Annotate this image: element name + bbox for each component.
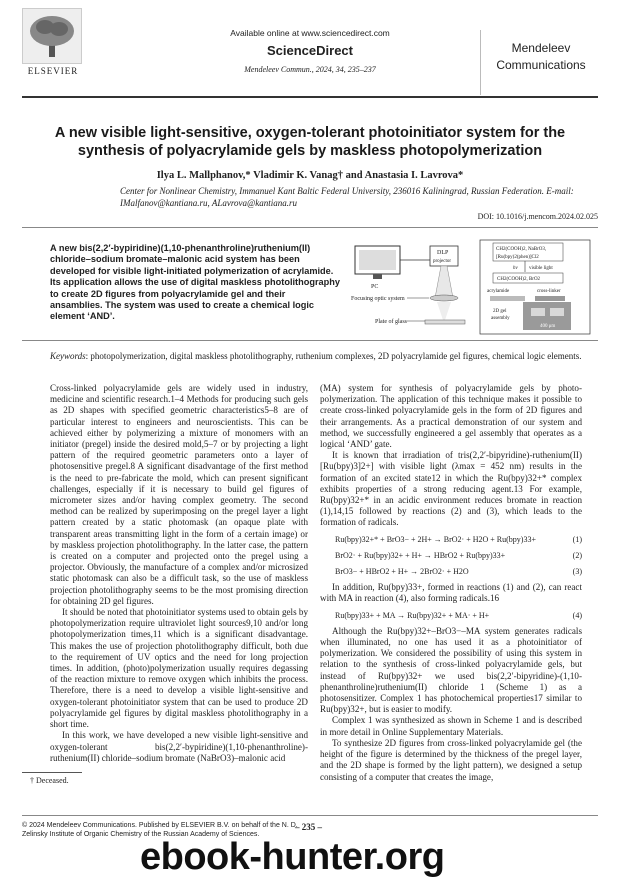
keywords-label: Keywords <box>50 351 86 361</box>
paragraph: In addition, Ru(bpy)33+, formed in reactions (1) and (2), can react with MA in reaction (4), also forming radicals.16 <box>320 582 582 604</box>
scale-label: 400 μm <box>540 324 556 329</box>
available-online: Available online at www.sciencedirect.com <box>230 28 390 38</box>
journal-name-line1: Mendeleev <box>511 41 571 55</box>
reagents-line1: CH2(COOH)2, NaBrO3, <box>496 247 547 252</box>
body-left-column <box>50 383 308 764</box>
publisher-name: ELSEVIER <box>27 66 79 76</box>
divider <box>22 340 598 341</box>
dlp-label: DLP <box>437 250 449 256</box>
paragraph: It is known that irradiation of tris(2,2′-bipyridine)-ruthenium(II) [Ru(bpy)3]2+] with visible light (λmax = 452 nm) results in the formation of an excited state12 in which the Ru(bpy)32+* complex exhibits properties of a strong reducing agent.13 For example, Ru(bpy)32+* in an acidic environment reduces bromate in reaction (1),14,15 followed by reactions (2) and (3), which leads to the formation of radicals. <box>320 450 582 528</box>
body-right-column <box>320 383 582 783</box>
gel-label-line1: 2D gel <box>493 309 507 314</box>
footnote-rule <box>22 772 82 773</box>
divider <box>22 227 598 228</box>
keywords-list: : photopolymerization, digital maskless photolithography, ruthenium complexes, 2D polyacrylamide gel figures, chemical logic elements. <box>85 351 582 361</box>
doi-link[interactable]: DOI: 10.1016/j.mencom.2024.02.025 <box>477 212 598 221</box>
focusing-label: Focusing optic system <box>351 296 405 302</box>
graphical-abstract-text: A new bis(2,2′-bypiridine)(1,10-phenanthroline)ruthenium(II) chloride–sodium bromate–malonic acid system has been developed for visible light-initiated polymerization of acrylamide. Its application allows the use of digital maskless photolithography to create 2D figures from polyacrylamide gel and their ansamblies. The system was used to create a chemical logic element ‘AND’. <box>50 243 340 322</box>
page-number: – 235 – <box>295 822 322 832</box>
journal-name <box>480 30 601 95</box>
hv-label: hν <box>513 266 518 271</box>
header-center <box>200 28 420 74</box>
equation-expr: Ru(bpy)33+ + MA → Ru(bpy)32+ + MA· + H+ <box>335 610 490 620</box>
projector-label: projector <box>433 259 452 264</box>
graphical-abstract-scheme <box>345 238 595 338</box>
pc-label: PC <box>371 284 379 290</box>
equation-number: (4) <box>572 610 582 620</box>
radicals-label: CH2(COOH)2, BrO2 <box>497 277 541 282</box>
paragraph: Cross-linked polyacrylamide gels are widely used in industry, medicine and scientific research.1–4 Methods for producing such gels as 2D shapes with specified geometric characteristics5–8 are of particular interest to engineers and neuroscientists. This can be achieved either by polymerizing a mixture of monomers with an initiator (pregel) inside the desired mold,5–7 or by projecting a light pattern of the required geometric parameters onto a layer of photosensitive pregel.8 A significant disadvantage of the first method is the need to pre-fabricate the mold, which can present significant challenges, especially if it is necessary to build gel figures of micrometer sizes and/or having complex geometry. The second method can be realized by superimposing on the pregel layer a light pattern created by a static photomask (an opaque plate with transparent areas transmitting light in the form of a certain image) or by maskless projection photolithography. In the latter case, the pattern is created on a computer and projected onto the pregel using a projector. Obviously, the manufacture of a complex and/or microsized static photomask can also be a difficult task, so the use of maskless projection photolithography seems to be the most promising direction for obtaining 2D gel figures. <box>50 383 308 606</box>
journal-citation: Mendeleev Commun., 2024, 34, 235–237 <box>244 65 376 74</box>
footer-rule <box>22 815 598 816</box>
footnote: † Deceased. <box>30 776 69 785</box>
plate-label: Plate of glass <box>375 319 407 325</box>
paragraph: Although the Ru(bpy)32+–BrO3−–MA system generates radicals when illuminated, no one has used it as a photoinitiator of polymerization. We considered the possibility of using this system in relation to the synthesis of cross-linked polyacrylamide gels, but instead of Ru(bpy)32+ we used bis(2,2′-bipyridine)-(1,10-phenanthroline)ruthenium(II) chloride 1 (Scheme 1) as a photosensitizer. Complex 1 has photochemical properties17 similar to Ru(bpy)32+, but is easier to modify. <box>320 625 582 715</box>
equation-expr: Ru(bpy)32+* + BrO3− + 2H+ → BrO2· + H2O + Ru(bpy)33+ <box>335 534 536 544</box>
watermark: ebook-hunter.org <box>140 836 445 878</box>
equation-expr: BrO2· + Ru(bpy)32+ + H+ → HBrO2 + Ru(bpy)33+ <box>335 550 506 560</box>
paragraph: (MA) system for synthesis of polyacrylamide gels by photo-polymerization. The application of this technique makes it possible to create cross-linked polyacrylamide gels in the form of 2D figures and their arrangements. As a practical demonstration of our system and method, we successfully engineered a gel assembly that operates as a logical ‘AND’ gate. <box>320 383 582 450</box>
equation-2 <box>335 550 582 561</box>
reagents-line2: [Ru(bpy)2(phen)]Cl2 <box>496 255 539 260</box>
equation-4 <box>335 610 582 621</box>
paragraph: Complex 1 was synthesized as shown in Scheme 1 and is described in more detail in Online Supplementary Materials. <box>320 715 582 737</box>
equation-number: (2) <box>572 550 582 560</box>
journal-name-line2: Communications <box>496 58 586 72</box>
paragraph: It should be noted that photoinitiator systems used to obtain gels by photopolymerization require ultraviolet light sources9,10 and/or long photopolymerization times,11 which is a significant disadvantage. This makes the use of projection photolithography difficult, both due to the requirement of UV optics and the need for long projection times. In addition, (photo)polymerization usually requires degassing of the reaction mixture to remove oxygen which inhibits the process. Therefore, there is a need to develop a visible light-sensitive and oxygen-tolerant photoinitiator system that can be used to produce 2D polyacrylamide gel figures by digital maskless photolithography in a short time. <box>50 607 308 730</box>
equation-3 <box>335 566 582 577</box>
equation-1 <box>335 534 582 545</box>
acrylamide-label: acrylamide <box>487 289 510 294</box>
keywords <box>50 350 600 362</box>
sciencedirect-logo: ScienceDirect <box>267 43 353 58</box>
equation-number: (3) <box>572 567 582 577</box>
elsevier-logo <box>22 8 84 80</box>
header-rule <box>22 96 598 98</box>
paragraph: In this work, we have developed a new visible light-sensitive and oxygen-tolerant bis(2,2′-bypiridine)(1,10-phenanthroline)-ruthenium(II) chloride–sodium bromate (NaBrO3)–malonic acid <box>50 730 308 763</box>
authors: Ilya L. Mallphanov,* Vladimir K. Vanag† and Anastasia I. Lavrova* <box>156 170 464 181</box>
paragraph: To synthesize 2D figures from cross-linked polyacrylamide gel (the height of the figure is determined by the thickness of the pregel layer, and the 2D shape is formed by the light pattern), we designed a setup consisting of a computer that creates the image, <box>320 737 582 782</box>
equation-number: (1) <box>572 534 582 544</box>
gel-label-line2: assembly <box>491 316 510 321</box>
affiliation: Center for Nonlinear Chemistry, Immanuel Kant Baltic Federal University, 236016 Kaliningrad, Russian Federation. E-mail: IMalfanov@kantiana.ru, ALavrova@kantiana.ru <box>120 186 574 208</box>
equation-expr: BrO3− + HBrO2 + H+ → 2BrO2· + H2O <box>335 567 469 577</box>
copyright: © 2024 Mendeleev Communications. Published by ELSEVIER B.V. on behalf of the N. D. Zelinsky Institute of Organic Chemistry of the Russian Academy of Sciences. <box>22 822 298 838</box>
visible-light-label: visible light <box>529 266 553 271</box>
tree-logo-icon <box>22 8 82 64</box>
article-title: A new visible light-sensitive, oxygen-tolerant photoinitiator system for the synthesis of polyacrylamide gels by maskless photopolymerization <box>54 125 566 159</box>
crosslinker-label: cross-linker <box>537 289 561 294</box>
